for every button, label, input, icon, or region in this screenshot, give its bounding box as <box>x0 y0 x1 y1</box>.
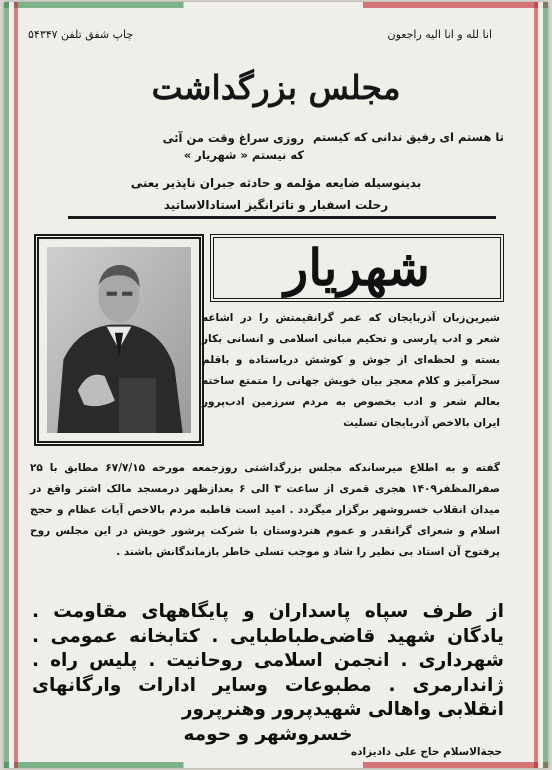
quran-verse: انا لله و انا الیه راجعون <box>387 28 492 41</box>
page-title: مجلس بزرگداشت <box>151 68 401 107</box>
memorial-poster <box>4 2 548 768</box>
sponsors-list <box>32 600 504 747</box>
poem-line-left: روزی سراغ وقت من آئی که نیستم « شهریار » <box>162 131 304 162</box>
right-decorative-border <box>532 2 548 768</box>
name-box <box>210 234 504 302</box>
announcement-text-beside-photo: شیرین‌زبان آذربایجان که عمر گرانقیمتش را در اشاعه شعر و ادب پارسی و تحکیم مبانی اسلامی و انسانی بکار بسته و لحظه‌ای از جوش و کوشش دریاستاده و باقلم سحرآمیز و کلام معجز بیان خویش جهانی را متمتع ساخته بعالم شعر و ادب بخصوص به مردم سرزمین ادب‌پرور ایران بالاخص آذربایجان تسلیت <box>202 312 500 429</box>
signature: حجةالاسلام حاج علی دادیزاده <box>350 746 502 758</box>
sponsors-closing: خسروشهر و حومه <box>183 723 353 745</box>
portrait-photo-icon <box>47 247 191 433</box>
intro-text <box>4 172 548 216</box>
divider-rule <box>68 216 496 219</box>
printer-info: چاپ شفق تلفن ۵۴۳۴۷ <box>28 28 134 41</box>
sponsors-text: از طرف سپاه پاسداران و پایگاههای مقاومت . یادگان شهید قاضی‌طباطبایی . کتابخانه عمومی . شهرداری . انجمن اسلامی روحانیت . پلیس راه . ژاندارمری . مطبوعات وسایر ادارات وارگانهای انقلابی واهالی شهیدپرور وهنرپرور <box>32 601 504 720</box>
bottom-border-strip <box>4 762 548 768</box>
deceased-name: شهریار <box>284 238 430 297</box>
announcement-text: گفته و به اطلاع میرساندکه مجلس بزرگداشتی روزجمعه مورخه ۶۷/۷/۱۵ مطابق با ۲۵ صفرالمظفر۱۴۰۹ هجری قمری از ساعت ۳ الی ۶ بعدازظهر درمسجد مالک اشتر واقع در میدان انقلاب خسروشهر برگزار میگردد . امید است قاطبه مردم بالاخص آیات عظام و حجج اسلام و شعرای گرانقدر و عموم هنردوستان با شرکت پرشور خویش در این مجلس روح پرفتوح آن استاد بی نظیر را شاد و موجب تسلی خاطر بازماندگانش باشند . <box>30 462 500 558</box>
top-border-strip <box>4 2 548 8</box>
intro-line-2: رحلت اسفبار و تاثرانگیز استادالاساتید <box>163 198 389 212</box>
left-decorative-border <box>4 2 20 768</box>
intro-line-1: بدینوسیله ضایعه مؤلمه و حادثه جبران ناپذیر یعنی <box>130 176 422 190</box>
portrait-frame <box>34 234 204 446</box>
poem-line-right: تا هستم ای رفیق ندانی که کیستم <box>312 130 504 144</box>
